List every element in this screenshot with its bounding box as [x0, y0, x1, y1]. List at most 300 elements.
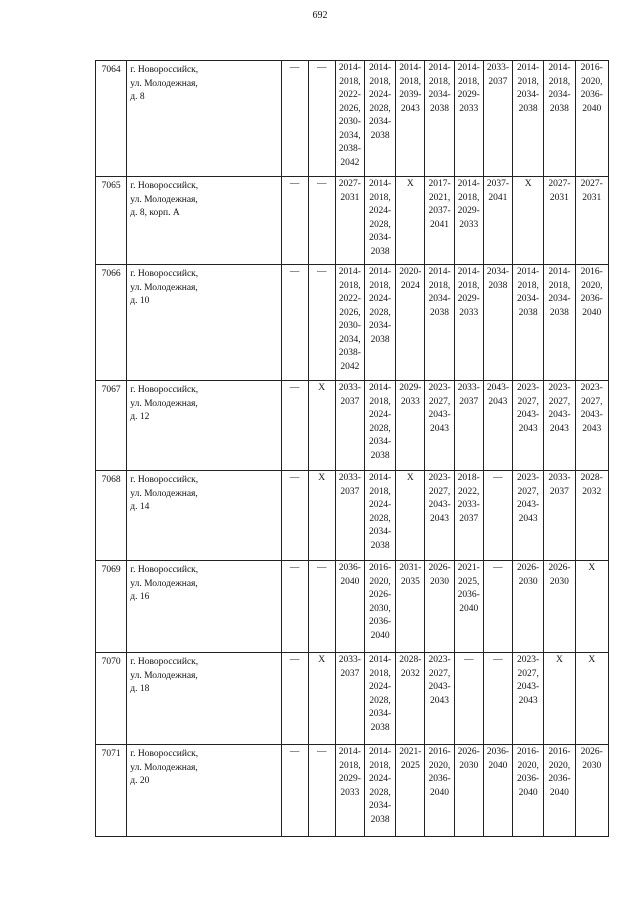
period-line: 2024 — [400, 280, 420, 291]
period-line: 2027, — [428, 668, 451, 679]
period-line: 2018, — [339, 76, 361, 87]
period-cell — [396, 61, 425, 177]
address-line: г. Новороссийск, — [130, 475, 199, 485]
period-line: 2016- — [428, 747, 451, 757]
period-line: 2032 — [400, 668, 420, 679]
period-line: 2043- — [486, 383, 509, 393]
row-number: 7071 — [96, 745, 127, 837]
period-cell — [425, 265, 454, 381]
period-line: — — [289, 747, 300, 757]
period-cell — [335, 561, 364, 653]
period-cell — [513, 265, 544, 381]
period-line: X — [318, 383, 326, 393]
period-line: 2036- — [338, 563, 361, 573]
period-line: X — [555, 655, 563, 665]
period-line: 2027, — [428, 486, 451, 497]
period-line: 2020- — [399, 267, 422, 277]
period-cell — [575, 653, 608, 745]
row-number: 7064 — [96, 61, 127, 177]
address-line: г. Новороссийск, — [130, 65, 199, 75]
period-cell — [281, 381, 308, 471]
period-line: 2023- — [428, 655, 451, 665]
period-line: 2016- — [548, 747, 571, 757]
period-line: 2037- — [486, 179, 509, 189]
period-cell — [575, 61, 608, 177]
period-line: 2038 — [549, 103, 569, 114]
period-cell — [575, 471, 608, 561]
period-cell — [544, 745, 575, 837]
period-line: 2037 — [459, 513, 479, 524]
period-cell — [513, 471, 544, 561]
period-cell — [544, 265, 575, 381]
period-cell — [454, 561, 483, 653]
period-line: — — [316, 563, 327, 573]
address-line: г. Новороссийск, — [130, 749, 199, 759]
period-line: 2036- — [369, 617, 392, 627]
period-line: 2043- — [517, 500, 540, 510]
period-line: 2018, — [339, 280, 361, 291]
period-line: 2014- — [338, 747, 361, 757]
period-line: 2014- — [399, 63, 422, 73]
period-cell — [575, 265, 608, 381]
period-line: 2027, — [581, 396, 603, 407]
period-line: 2018, — [369, 668, 391, 679]
period-cell — [513, 177, 544, 265]
period-line: — — [289, 563, 300, 573]
period-line: 2037 — [459, 396, 479, 407]
period-cell — [425, 471, 454, 561]
period-line: 2031 — [549, 192, 569, 203]
period-line: 2034- — [548, 90, 571, 100]
period-line: 2014- — [369, 63, 392, 73]
period-line: 2043 — [400, 103, 420, 114]
period-line: 2042 — [340, 361, 360, 372]
period-line: 2043- — [517, 682, 540, 692]
period-line: 2043- — [428, 500, 451, 510]
period-cell — [425, 61, 454, 177]
period-line: 2021- — [399, 747, 422, 757]
period-line: 2040 — [582, 103, 602, 114]
period-line: 2034- — [369, 437, 392, 447]
period-cell — [364, 61, 395, 177]
period-line: X — [406, 179, 414, 189]
period-line: 2014- — [369, 179, 392, 189]
address-line: д. 16 — [130, 592, 150, 602]
address-line: г. Новороссийск, — [130, 657, 199, 667]
period-line: 2014- — [548, 63, 571, 73]
period-line: 2037 — [340, 396, 360, 407]
period-cell — [483, 561, 512, 653]
period-line: 2034- — [428, 90, 451, 100]
period-line: — — [316, 63, 327, 73]
period-line: 2026, — [339, 307, 361, 318]
period-cell — [513, 381, 544, 471]
period-line: 2034- — [369, 527, 392, 537]
period-cell — [544, 653, 575, 745]
period-line: X — [406, 473, 414, 483]
period-cell — [575, 561, 608, 653]
table-row — [96, 471, 609, 561]
period-line: — — [316, 179, 327, 189]
period-line: 2014- — [517, 63, 540, 73]
period-line: 2028, — [369, 103, 391, 114]
period-line: X — [588, 655, 596, 665]
period-line: 2043 — [430, 513, 450, 524]
period-line: 2040 — [370, 630, 390, 641]
period-line: 2024- — [369, 90, 392, 100]
period-cell — [308, 265, 335, 381]
period-line: 2026- — [457, 747, 480, 757]
period-line: 2018, — [369, 760, 391, 771]
period-line: 2020, — [517, 760, 539, 771]
period-line: 2043 — [488, 396, 508, 407]
table-row — [96, 381, 609, 471]
address-cell — [127, 653, 281, 745]
period-cell — [425, 745, 454, 837]
period-line: 2020, — [548, 760, 571, 771]
period-line: X — [318, 473, 326, 483]
address-line: ул. Молодежная, — [130, 488, 198, 499]
address-line: д. 8, корп. А — [130, 208, 180, 218]
row-number: 7067 — [96, 381, 127, 471]
period-line: 2031- — [399, 563, 422, 573]
period-line: 2018, — [458, 192, 480, 203]
period-line: 2030 — [430, 576, 450, 587]
period-line: — — [463, 655, 474, 665]
row-number: 7069 — [96, 561, 127, 653]
table-row — [96, 653, 609, 745]
period-line: 2040 — [582, 307, 602, 318]
period-cell — [396, 561, 425, 653]
period-line: 2014- — [369, 267, 392, 277]
period-cell — [483, 177, 512, 265]
period-line: 2030, — [369, 603, 391, 614]
period-cell — [364, 177, 395, 265]
period-line: 2018, — [339, 760, 361, 771]
period-line: 2028, — [369, 307, 391, 318]
period-line: 2022- — [338, 294, 361, 304]
period-line: 2041 — [430, 219, 450, 230]
period-line: 2026- — [428, 563, 451, 573]
period-line: 2014- — [517, 267, 540, 277]
address-line: ул. Молодежная, — [130, 282, 198, 293]
period-cell — [335, 265, 364, 381]
period-line: 2036- — [486, 747, 509, 757]
period-line: 2018- — [457, 473, 480, 483]
period-cell — [483, 745, 512, 837]
period-line: X — [524, 179, 532, 189]
period-cell — [454, 653, 483, 745]
period-line: 2014- — [428, 63, 451, 73]
period-line: 2038 — [518, 307, 538, 318]
period-line: 2021, — [428, 192, 451, 203]
period-line: 2014- — [428, 267, 451, 277]
period-line: — — [493, 563, 503, 573]
period-cell — [335, 381, 364, 471]
period-cell — [483, 653, 512, 745]
period-line: 2034, — [339, 130, 361, 141]
period-line: 2037 — [340, 668, 360, 679]
period-line: X — [318, 655, 326, 665]
address-cell — [127, 471, 281, 561]
period-line: 2018, — [428, 76, 451, 87]
period-line: 2033 — [459, 103, 479, 114]
period-line: 2038 — [518, 103, 538, 114]
period-line: 2028, — [369, 695, 391, 706]
period-line: 2038 — [430, 103, 450, 114]
address-line: д. 12 — [130, 412, 150, 422]
address-line: д. 8 — [130, 92, 145, 102]
period-cell — [544, 471, 575, 561]
period-line: 2033- — [338, 473, 361, 483]
period-line: 2014- — [457, 63, 480, 73]
period-line: 2028, — [369, 513, 391, 524]
period-line: 2028- — [580, 473, 603, 483]
period-line: 2017- — [428, 179, 451, 189]
period-cell — [454, 471, 483, 561]
address-line: г. Новороссийск, — [130, 269, 199, 279]
period-cell — [281, 471, 308, 561]
period-line: 2037 — [488, 76, 508, 87]
period-line: 2043 — [518, 695, 538, 706]
period-line: 2018, — [369, 396, 391, 407]
period-line: 2034- — [548, 294, 571, 304]
period-cell — [513, 653, 544, 745]
period-line: 2034- — [369, 321, 392, 331]
period-cell — [575, 745, 608, 837]
period-line: 2040 — [340, 576, 360, 587]
period-line: 2029- — [338, 774, 361, 784]
address-cell — [127, 265, 281, 381]
period-line: 2033 — [340, 787, 360, 798]
period-line: 2036- — [580, 90, 603, 100]
period-line: 2030 — [549, 576, 569, 587]
period-cell — [454, 61, 483, 177]
period-line: 2030 — [518, 576, 538, 587]
row-number: 7065 — [96, 177, 127, 265]
period-cell — [396, 653, 425, 745]
period-line: 2040 — [518, 787, 538, 798]
address-line: ул. Молодежная, — [130, 78, 198, 89]
period-line: 2038 — [488, 280, 508, 291]
period-line: 2016- — [369, 563, 392, 573]
address-line: г. Новороссийск, — [130, 565, 199, 575]
period-cell — [544, 61, 575, 177]
period-line: 2018, — [369, 280, 391, 291]
period-line: 2028, — [369, 219, 391, 230]
period-line: 2033- — [457, 383, 480, 393]
period-line: 2040 — [459, 603, 479, 614]
period-cell — [544, 177, 575, 265]
period-line: 2033- — [457, 500, 480, 510]
period-line: — — [289, 655, 300, 665]
period-line: 2018, — [517, 76, 539, 87]
period-line: — — [289, 267, 300, 277]
address-line: ул. Молодежная, — [130, 398, 198, 409]
period-line: 2043 — [582, 423, 602, 434]
period-line: 2041 — [488, 192, 508, 203]
period-line: 2038 — [370, 130, 390, 141]
period-line: 2016- — [580, 63, 603, 73]
period-cell — [575, 177, 608, 265]
period-cell — [308, 653, 335, 745]
period-line: 2023- — [517, 655, 540, 665]
period-line: 2043 — [518, 423, 538, 434]
address-line: ул. Молодежная, — [130, 578, 198, 589]
period-line: 2032 — [582, 486, 602, 497]
period-line: 2024- — [369, 294, 392, 304]
address-line: ул. Молодежная, — [130, 762, 198, 773]
period-line: 2033 — [459, 307, 479, 318]
period-line: 2014- — [338, 267, 361, 277]
period-cell — [544, 381, 575, 471]
period-line: 2038- — [338, 144, 361, 154]
period-line: 2043- — [548, 410, 571, 420]
address-cell — [127, 381, 281, 471]
period-line: 2026- — [369, 590, 392, 600]
table-row — [96, 745, 609, 837]
period-line: 2033- — [338, 383, 361, 393]
period-line: — — [289, 383, 300, 393]
period-line: 2034- — [369, 117, 392, 127]
period-line: 2018, — [399, 76, 422, 87]
period-line: 2042 — [340, 157, 360, 168]
period-cell — [364, 381, 395, 471]
period-line: 2018, — [369, 76, 391, 87]
period-line: 2023- — [428, 383, 451, 393]
period-line: 2014- — [369, 655, 392, 665]
period-cell — [335, 471, 364, 561]
address-cell — [127, 561, 281, 653]
period-cell — [281, 745, 308, 837]
address-line: д. 18 — [130, 684, 150, 694]
period-cell — [308, 177, 335, 265]
period-line: 2036- — [428, 774, 451, 784]
period-cell — [364, 561, 395, 653]
period-cell — [483, 61, 512, 177]
address-line: д. 10 — [130, 296, 150, 306]
period-line: 2027, — [428, 396, 451, 407]
period-line: 2040 — [430, 787, 450, 798]
period-cell — [281, 265, 308, 381]
period-line: 2014- — [548, 267, 571, 277]
period-line: 2023- — [548, 383, 571, 393]
period-cell — [308, 745, 335, 837]
period-cell — [364, 653, 395, 745]
period-line: 2028, — [369, 787, 391, 798]
address-line: ул. Молодежная, — [130, 194, 198, 205]
period-cell — [335, 653, 364, 745]
page-number: 692 — [312, 10, 328, 21]
period-line: 2043- — [580, 410, 603, 420]
period-cell — [513, 745, 544, 837]
period-line: 2016- — [580, 267, 603, 277]
table-row — [96, 265, 609, 381]
row-number: 7066 — [96, 265, 127, 381]
address-line: д. 14 — [130, 502, 150, 512]
period-line: 2014- — [369, 383, 392, 393]
period-line: 2027, — [517, 396, 539, 407]
period-line: X — [588, 563, 596, 573]
period-cell — [454, 745, 483, 837]
period-line: 2036- — [580, 294, 603, 304]
period-line: 2023- — [517, 383, 540, 393]
period-cell — [454, 381, 483, 471]
period-cell — [364, 265, 395, 381]
period-line: 2014- — [457, 267, 480, 277]
period-cell — [425, 381, 454, 471]
address-line: ул. Молодежная, — [130, 670, 198, 681]
period-line: 2027- — [580, 179, 603, 189]
address-cell — [127, 61, 281, 177]
period-line: 2025, — [458, 576, 480, 587]
period-line: 2018, — [369, 486, 391, 497]
row-number: 7068 — [96, 471, 127, 561]
period-line: 2027, — [548, 396, 571, 407]
period-line: — — [289, 179, 300, 189]
period-line: 2043 — [430, 423, 450, 434]
period-line: 2033- — [486, 63, 509, 73]
period-line: 2034- — [369, 233, 392, 243]
period-line: 2014- — [338, 63, 361, 73]
period-line: 2031 — [340, 192, 360, 203]
period-line: 2038 — [370, 540, 390, 551]
period-line: 2029- — [457, 294, 480, 304]
period-cell — [308, 381, 335, 471]
period-line: 2024- — [369, 774, 392, 784]
period-cell — [483, 471, 512, 561]
period-line: 2018, — [369, 192, 391, 203]
period-line: 2034- — [369, 709, 392, 719]
period-line: 2027, — [517, 668, 539, 679]
period-line: 2024- — [369, 500, 392, 510]
period-cell — [396, 177, 425, 265]
period-line: 2026- — [548, 563, 571, 573]
table-body — [96, 61, 609, 837]
period-cell — [335, 745, 364, 837]
period-cell — [454, 265, 483, 381]
period-line: 2034- — [517, 294, 540, 304]
period-line: 2033 — [400, 396, 420, 407]
period-line: 2029- — [457, 206, 480, 216]
period-line: 2036- — [548, 774, 571, 784]
period-cell — [335, 61, 364, 177]
period-line: 2018, — [548, 76, 571, 87]
period-line: — — [289, 63, 300, 73]
period-cell — [281, 561, 308, 653]
period-cell — [308, 61, 335, 177]
period-line: 2034- — [428, 294, 451, 304]
period-cell — [281, 61, 308, 177]
period-line: 2020, — [428, 760, 451, 771]
period-line: 2022, — [458, 486, 480, 497]
period-line: 2034, — [339, 334, 361, 345]
period-line: 2022- — [338, 90, 361, 100]
period-line: 2038 — [370, 246, 390, 257]
period-cell — [364, 471, 395, 561]
period-cell — [396, 265, 425, 381]
schedule-table — [95, 60, 609, 837]
period-line: 2016- — [517, 747, 540, 757]
period-line: 2027- — [338, 179, 361, 189]
period-line: — — [316, 267, 327, 277]
period-line: 2031 — [582, 192, 602, 203]
period-line: 2026- — [517, 563, 540, 573]
period-line: 2018, — [548, 280, 571, 291]
address-cell — [127, 177, 281, 265]
period-cell — [396, 471, 425, 561]
period-line: 2034- — [486, 267, 509, 277]
